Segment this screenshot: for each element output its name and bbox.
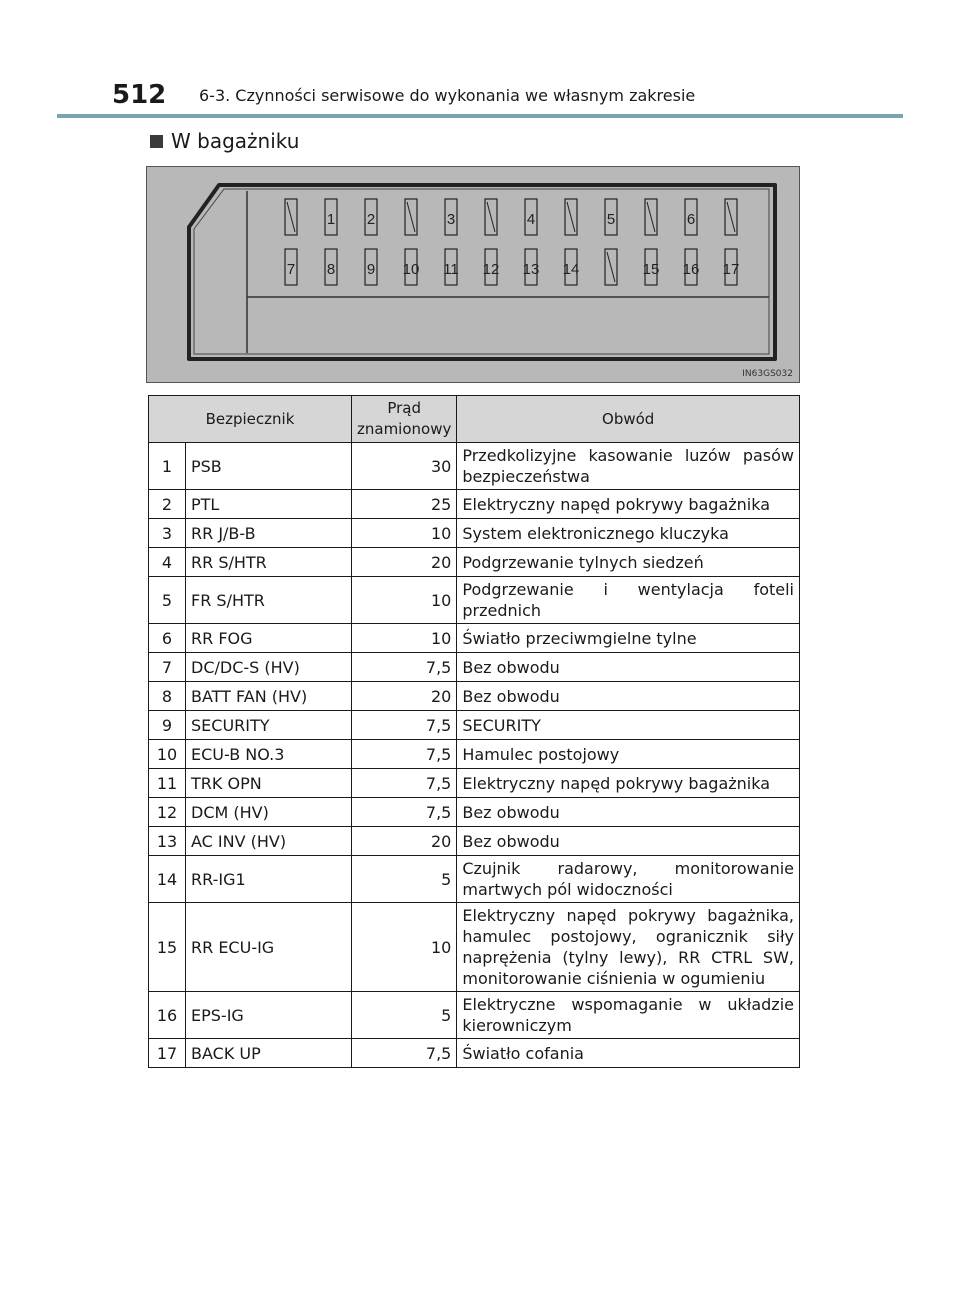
fuse-slot-15 bbox=[643, 249, 660, 285]
fuse-label: 13 bbox=[522, 261, 540, 278]
empty-slot bbox=[285, 199, 297, 235]
fuse-name: BATT FAN (HV) bbox=[186, 682, 352, 711]
fuse-slot-5 bbox=[605, 199, 617, 235]
fuse-rating: 10 bbox=[352, 577, 457, 624]
fuse-slot-17 bbox=[723, 249, 740, 285]
fuse-circuit: Hamulec postojowy bbox=[457, 740, 800, 769]
table-row bbox=[149, 1039, 800, 1068]
fuse-label: 15 bbox=[642, 261, 660, 278]
fuse-label: 5 bbox=[606, 211, 616, 228]
fuse-number: 17 bbox=[149, 1039, 186, 1068]
fuse-circuit: Elektryczny napęd pokrywy bagażnika, hamulec postojowy, ogranicznik siły naprężenia (tylny lewy), RR CTRL SW, monitorowanie ciśnienia w ogumieniu bbox=[457, 903, 800, 992]
fuse-name: BACK UP bbox=[186, 1039, 352, 1068]
fuse-circuit: Podgrzewanie i wentylacja foteli przednich bbox=[457, 577, 800, 624]
fuse-label: 2 bbox=[366, 211, 376, 228]
empty-slot bbox=[725, 199, 737, 235]
fuse-name: RR ECU-IG bbox=[186, 903, 352, 992]
fuse-label: 11 bbox=[443, 261, 459, 278]
page-number: 512 bbox=[112, 80, 167, 110]
table-row bbox=[149, 740, 800, 769]
header-fuse: Bezpiecznik bbox=[149, 396, 352, 443]
fuse-slot-7 bbox=[285, 249, 297, 285]
fuse-rating: 10 bbox=[352, 903, 457, 992]
fuse-name: RR S/HTR bbox=[186, 548, 352, 577]
fuse-number: 15 bbox=[149, 903, 186, 992]
fuse-rating: 7,5 bbox=[352, 769, 457, 798]
fuse-number: 3 bbox=[149, 519, 186, 548]
fuse-name: PTL bbox=[186, 490, 352, 519]
fuse-circuit: Bez obwodu bbox=[457, 827, 800, 856]
fuse-rating: 20 bbox=[352, 548, 457, 577]
table-row bbox=[149, 577, 800, 624]
fuse-slot-14 bbox=[563, 249, 580, 285]
fuse-slot-11 bbox=[443, 249, 459, 285]
fuse-rating: 5 bbox=[352, 992, 457, 1039]
fuse-label: 9 bbox=[366, 261, 376, 278]
fuse-number: 2 bbox=[149, 490, 186, 519]
fuse-rating: 20 bbox=[352, 682, 457, 711]
fuse-rating: 7,5 bbox=[352, 798, 457, 827]
subheading-text: W bagażniku bbox=[171, 129, 300, 153]
fuse-name: ECU-B NO.3 bbox=[186, 740, 352, 769]
subheading bbox=[150, 129, 299, 153]
fuse-name: DC/DC-S (HV) bbox=[186, 653, 352, 682]
fuse-circuit: Elektryczne wspomaganie w układzie kierowniczym bbox=[457, 992, 800, 1039]
fuse-number: 13 bbox=[149, 827, 186, 856]
fuse-circuit: Czujnik radarowy, monitorowanie martwych pól widoczności bbox=[457, 856, 800, 903]
fuse-number: 6 bbox=[149, 624, 186, 653]
fuse-label: 16 bbox=[682, 261, 700, 278]
fuse-slot-8 bbox=[325, 249, 337, 285]
fuse-slot-2 bbox=[365, 199, 377, 235]
fuse-label: 17 bbox=[722, 261, 740, 278]
fuse-circuit: Bez obwodu bbox=[457, 653, 800, 682]
fuse-circuit: Przedkolizyjne kasowanie luzów pasów bezpieczeństwa bbox=[457, 443, 800, 490]
fuse-number: 5 bbox=[149, 577, 186, 624]
fuse-label: 8 bbox=[326, 261, 336, 278]
empty-slot bbox=[405, 199, 417, 235]
table-row bbox=[149, 856, 800, 903]
empty-slot bbox=[565, 199, 577, 235]
fuse-circuit: SECURITY bbox=[457, 711, 800, 740]
fuse-label: 7 bbox=[286, 261, 296, 278]
table-row bbox=[149, 682, 800, 711]
fuse-rating: 10 bbox=[352, 624, 457, 653]
fuse-slot-16 bbox=[683, 249, 700, 285]
fuse-rating: 7,5 bbox=[352, 711, 457, 740]
empty-slot bbox=[645, 199, 657, 235]
header-circuit: Obwód bbox=[457, 396, 800, 443]
fuse-name: RR-IG1 bbox=[186, 856, 352, 903]
fuse-slot-3 bbox=[445, 199, 457, 235]
fuse-name: RR FOG bbox=[186, 624, 352, 653]
fuse-circuit: Elektryczny napęd pokrywy bagażnika bbox=[457, 490, 800, 519]
fuse-slot-12 bbox=[483, 249, 500, 285]
header-divider bbox=[57, 114, 903, 118]
figure-code: IN63GS032 bbox=[742, 369, 793, 379]
fuse-name: AC INV (HV) bbox=[186, 827, 352, 856]
fuse-rating: 7,5 bbox=[352, 1039, 457, 1068]
fuse-circuit: Światło przeciwmgielne tylne bbox=[457, 624, 800, 653]
fuse-label: 3 bbox=[446, 211, 456, 228]
fuse-label: 10 bbox=[402, 261, 420, 278]
fuse-circuit: Elektryczny napęd pokrywy bagażnika bbox=[457, 769, 800, 798]
fuse-number: 1 bbox=[149, 443, 186, 490]
fuse-label: 6 bbox=[686, 211, 696, 228]
empty-slot bbox=[605, 249, 617, 285]
fuse-rating: 7,5 bbox=[352, 740, 457, 769]
fuse-rating: 5 bbox=[352, 856, 457, 903]
fuse-name: FR S/HTR bbox=[186, 577, 352, 624]
fuse-rating: 30 bbox=[352, 443, 457, 490]
table-row bbox=[149, 992, 800, 1039]
fuse-name: PSB bbox=[186, 443, 352, 490]
table-row bbox=[149, 827, 800, 856]
fuse-name: TRK OPN bbox=[186, 769, 352, 798]
fuse-number: 8 bbox=[149, 682, 186, 711]
fuse-number: 16 bbox=[149, 992, 186, 1039]
fuse-label: 4 bbox=[526, 211, 536, 228]
table-row bbox=[149, 490, 800, 519]
fuse-number: 7 bbox=[149, 653, 186, 682]
section-title: 6-3. Czynności serwisowe do wykonania we własnym zakresie bbox=[199, 86, 696, 105]
fuse-name: SECURITY bbox=[186, 711, 352, 740]
fuse-table bbox=[148, 395, 800, 1068]
table-row bbox=[149, 443, 800, 490]
fuse-rating: 20 bbox=[352, 827, 457, 856]
empty-slot bbox=[485, 199, 497, 235]
fuse-slot-9 bbox=[365, 249, 377, 285]
table-row bbox=[149, 769, 800, 798]
table-row bbox=[149, 519, 800, 548]
fuse-number: 14 bbox=[149, 856, 186, 903]
square-bullet-icon bbox=[150, 135, 163, 148]
fuse-number: 9 bbox=[149, 711, 186, 740]
fuse-label: 14 bbox=[562, 261, 580, 278]
fuse-name: RR J/B-B bbox=[186, 519, 352, 548]
fuse-rating: 10 bbox=[352, 519, 457, 548]
fuse-rating: 25 bbox=[352, 490, 457, 519]
table-row bbox=[149, 624, 800, 653]
fuse-slot-13 bbox=[523, 249, 540, 285]
fuse-number: 10 bbox=[149, 740, 186, 769]
table-row bbox=[149, 548, 800, 577]
fuse-label: 12 bbox=[482, 261, 500, 278]
header-rating: Prąd znamionowy bbox=[352, 396, 457, 443]
fuse-number: 4 bbox=[149, 548, 186, 577]
fuse-circuit: Bez obwodu bbox=[457, 682, 800, 711]
fuse-number: 12 bbox=[149, 798, 186, 827]
fuse-name: DCM (HV) bbox=[186, 798, 352, 827]
fuse-circuit: System elektronicznego kluczyka bbox=[457, 519, 800, 548]
table-row bbox=[149, 903, 800, 992]
fuse-box-drawing bbox=[147, 167, 799, 382]
fuse-slot-6 bbox=[685, 199, 697, 235]
fuse-slot-1 bbox=[325, 199, 337, 235]
table-row bbox=[149, 653, 800, 682]
fuse-circuit: Światło cofania bbox=[457, 1039, 800, 1068]
fuse-slot-10 bbox=[403, 249, 420, 285]
fuse-label: 1 bbox=[326, 211, 336, 228]
fuse-rating: 7,5 bbox=[352, 653, 457, 682]
table-row bbox=[149, 798, 800, 827]
fuse-name: EPS-IG bbox=[186, 992, 352, 1039]
fuse-slot-4 bbox=[525, 199, 537, 235]
table-header-row bbox=[149, 396, 800, 443]
fuse-box-diagram bbox=[146, 166, 800, 383]
fuse-circuit: Bez obwodu bbox=[457, 798, 800, 827]
fuse-circuit: Podgrzewanie tylnych siedzeń bbox=[457, 548, 800, 577]
fuse-number: 11 bbox=[149, 769, 186, 798]
table-row bbox=[149, 711, 800, 740]
